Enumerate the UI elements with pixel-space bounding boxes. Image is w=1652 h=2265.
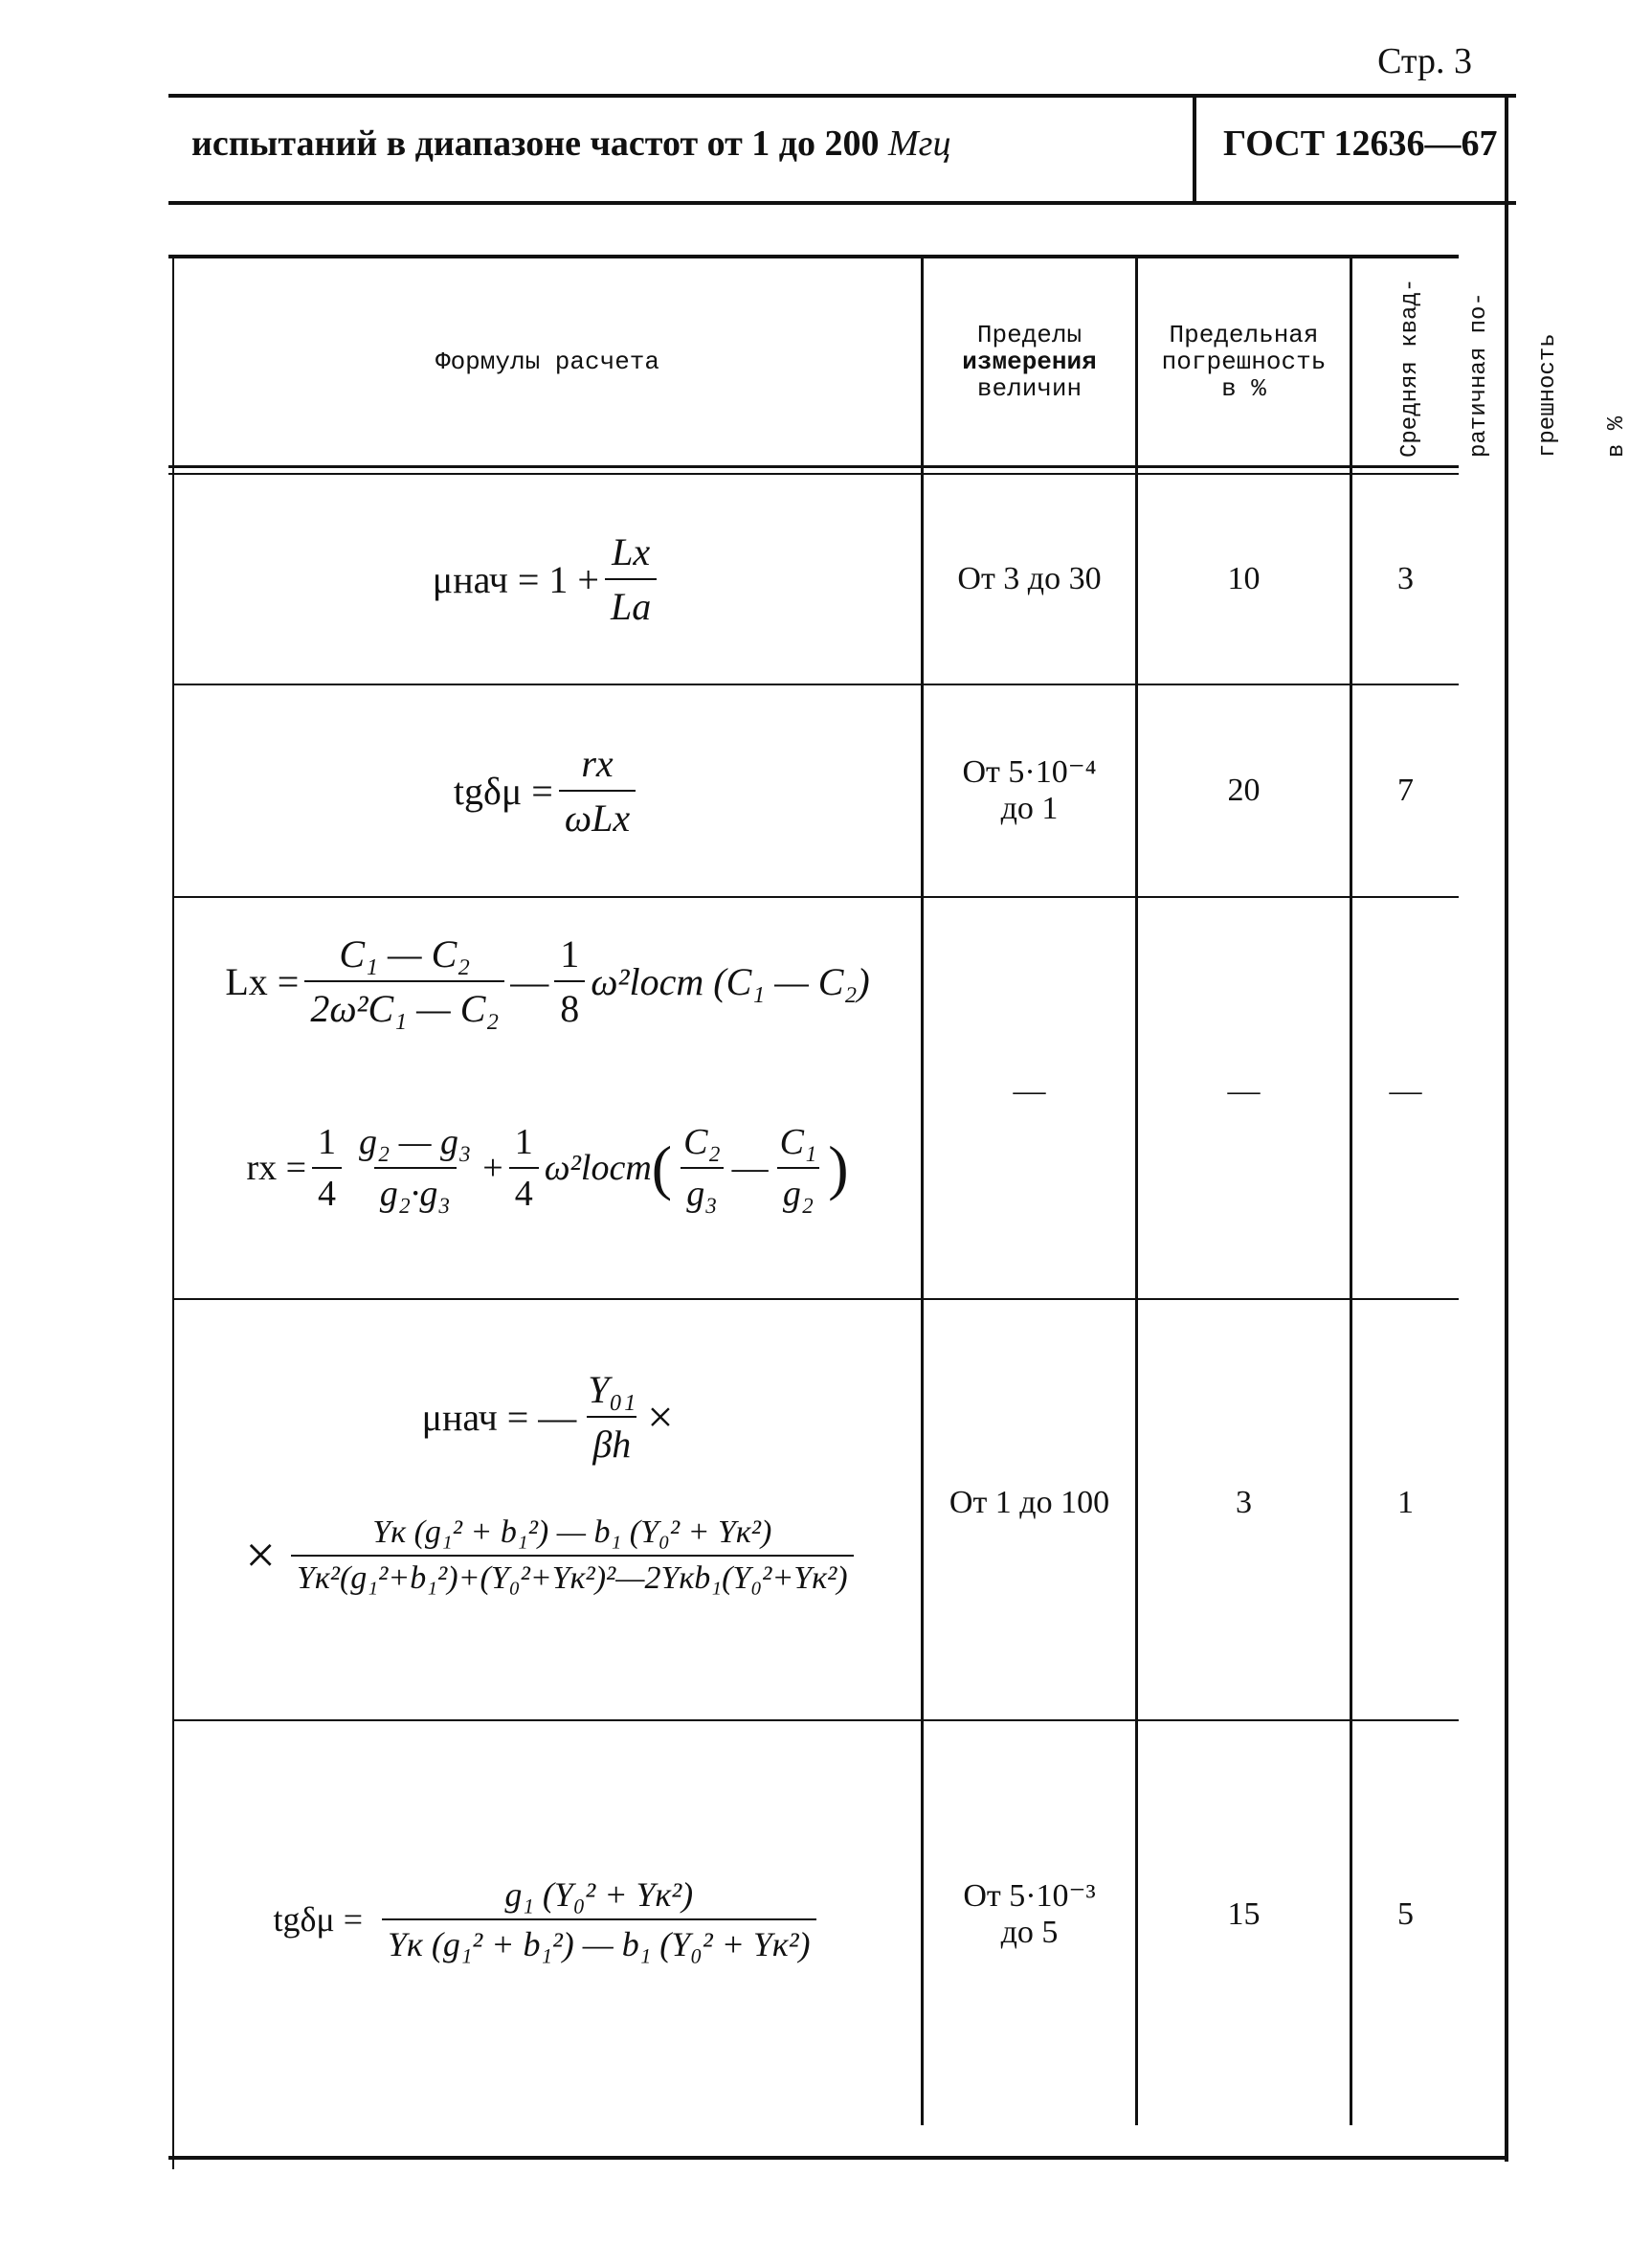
f4-num1: 1 <box>318 1122 337 1162</box>
f6-fraction <box>382 1874 816 1964</box>
formula-mu-initial <box>174 475 921 684</box>
formula-mu-big-fraction <box>184 1484 921 1627</box>
header-limits-line1: Пределы <box>976 321 1083 349</box>
f3-den2: 8 <box>554 980 585 1031</box>
header-top-rule <box>168 94 1516 98</box>
f3-tail: ω²lост (C₁ — C₂) <box>591 959 870 1003</box>
row-sep-3 <box>174 1298 1459 1300</box>
header-limits-line2: измерения <box>962 348 1097 376</box>
formula-tg-delta <box>174 685 921 896</box>
f4-den5: g₂ <box>777 1167 819 1215</box>
f5-times: × <box>647 1391 674 1443</box>
page-number: Стр. 3 <box>1377 41 1472 81</box>
f2-num: rx <box>581 742 614 785</box>
row2-limits-line1: От 5·10⁻⁴ <box>962 754 1097 790</box>
f4-num2: g₂ — g₃ <box>359 1122 472 1162</box>
row2-error: 20 <box>1227 773 1261 808</box>
formula-mu-initial-complex <box>174 1359 921 1474</box>
f4-lhs: rx = <box>246 1148 307 1188</box>
header-rms-line1: Средняя квад- <box>1397 278 1423 458</box>
row2-limits <box>924 685 1135 896</box>
row5-error: 15 <box>1227 1896 1261 1932</box>
f4-fraction-4 <box>678 1121 726 1215</box>
header-limits-line3: величин <box>976 374 1083 403</box>
row3-limits: — <box>1013 1073 1046 1109</box>
f4-close-paren: ) <box>828 1133 849 1201</box>
row2-rms: 7 <box>1397 773 1414 808</box>
row4-error: 3 <box>1236 1485 1252 1520</box>
f5-den: βh <box>587 1416 636 1467</box>
f3-minus: — <box>510 959 549 1003</box>
f1-num: Lx <box>612 530 651 573</box>
f5-big-num: Yк (g₁² + b₁²) — b₁ (Y₀² + Yк²) <box>372 1514 772 1550</box>
f6-den: Yк (g₁² + b₁²) — b₁ (Y₀² + Yк²) <box>382 1918 816 1964</box>
f4-den3: 4 <box>509 1167 539 1215</box>
row4-limits: От 1 до 100 <box>949 1485 1110 1520</box>
f4-num3: 1 <box>514 1122 533 1162</box>
header-error-line2: погрешность <box>1161 348 1327 376</box>
formula-lx <box>174 909 921 1053</box>
f4-plus: + <box>482 1148 503 1188</box>
f5-num: Y₀₁ <box>588 1368 636 1411</box>
row1-rms: 3 <box>1397 561 1414 596</box>
row1-limits: От 3 до 30 <box>957 561 1102 596</box>
f3-den: 2ω²C₁ — C₂ <box>304 980 504 1031</box>
row-sep-2 <box>174 896 1459 898</box>
table-bottom-rule <box>168 2156 1508 2160</box>
table-header-rule <box>168 465 1459 468</box>
header-rms-line3: грешность <box>1535 333 1561 458</box>
f4-fraction-3 <box>509 1121 539 1215</box>
row4-rms: 1 <box>1397 1485 1414 1520</box>
header-error-line3: в % <box>1221 374 1266 403</box>
f1-den: La <box>605 578 657 629</box>
f1-lhs: μнач = 1 + <box>432 557 599 601</box>
f4-open-paren: ( <box>651 1133 673 1201</box>
row5-rms: 5 <box>1397 1896 1414 1932</box>
f5-big-fraction <box>291 1514 854 1597</box>
header-formulas: Формулы расчета <box>435 348 660 376</box>
f2-den: ωLx <box>559 790 636 841</box>
header-rms-line4: в % <box>1604 415 1630 458</box>
f6-lhs: tgδμ = <box>273 1900 364 1939</box>
f5-fraction <box>582 1367 641 1467</box>
header-error-line1: Предельная <box>1169 321 1319 349</box>
f2-fraction <box>559 741 636 841</box>
header-bottom-rule <box>168 201 1516 205</box>
header-rms-line2: ратичная по- <box>1466 292 1492 458</box>
f2-lhs: tgδμ = <box>453 769 553 813</box>
f4-minus: — <box>731 1148 769 1188</box>
row1-error: 10 <box>1227 561 1261 596</box>
row5-limits-line1: От 5·10⁻³ <box>963 1878 1096 1914</box>
header-divider <box>1193 98 1196 201</box>
f5-big-den: Yк²(g₁²+b₁²)+(Y₀²+Yк²)²—2Yкb₁(Y₀²+Yк²) <box>291 1555 854 1597</box>
header-title <box>191 123 950 165</box>
gost-number: ГОСТ 12636—67 <box>1223 123 1498 164</box>
header-limits <box>924 258 1135 465</box>
formula-rx <box>174 1082 921 1254</box>
f5-lhs: μнач = — <box>421 1395 577 1439</box>
row2-limits-line2: до 1 <box>1000 791 1059 826</box>
f4-fraction-5 <box>774 1121 823 1215</box>
f3-fraction-2 <box>554 931 585 1031</box>
f4-fraction-1 <box>312 1121 342 1215</box>
header-unit: Мгц <box>888 123 951 164</box>
f6-num: g₁ (Y₀² + Yк²) <box>504 1875 694 1914</box>
f1-fraction <box>605 529 657 629</box>
f3-num: C₁ — C₂ <box>339 932 471 976</box>
f4-mid: ω²lост <box>544 1148 652 1188</box>
row3-error: — <box>1227 1073 1261 1109</box>
row5-limits-line2: до 5 <box>1000 1915 1059 1950</box>
header-error <box>1138 258 1350 465</box>
header-title-text: испытаний в диапазоне частот от 1 до 200 <box>191 123 880 164</box>
f5-times-2: × <box>245 1526 276 1585</box>
row3-rms: — <box>1389 1073 1422 1109</box>
f4-num5: C₁ <box>779 1122 817 1162</box>
f3-num2: 1 <box>560 932 580 976</box>
f4-fraction-2 <box>353 1121 477 1215</box>
f4-den2: g₂·g₃ <box>374 1167 457 1215</box>
f4-den1: 4 <box>312 1167 342 1215</box>
formula-tg-delta-complex <box>174 1848 921 1991</box>
f3-lhs: Lx = <box>225 959 300 1003</box>
row-sep-4 <box>174 1719 1459 1721</box>
f4-num4: C₂ <box>683 1122 721 1162</box>
f3-fraction <box>304 931 504 1031</box>
f4-den4: g₃ <box>681 1167 723 1215</box>
header-rms <box>1353 279 1652 458</box>
row5-limits <box>924 1867 1135 1962</box>
